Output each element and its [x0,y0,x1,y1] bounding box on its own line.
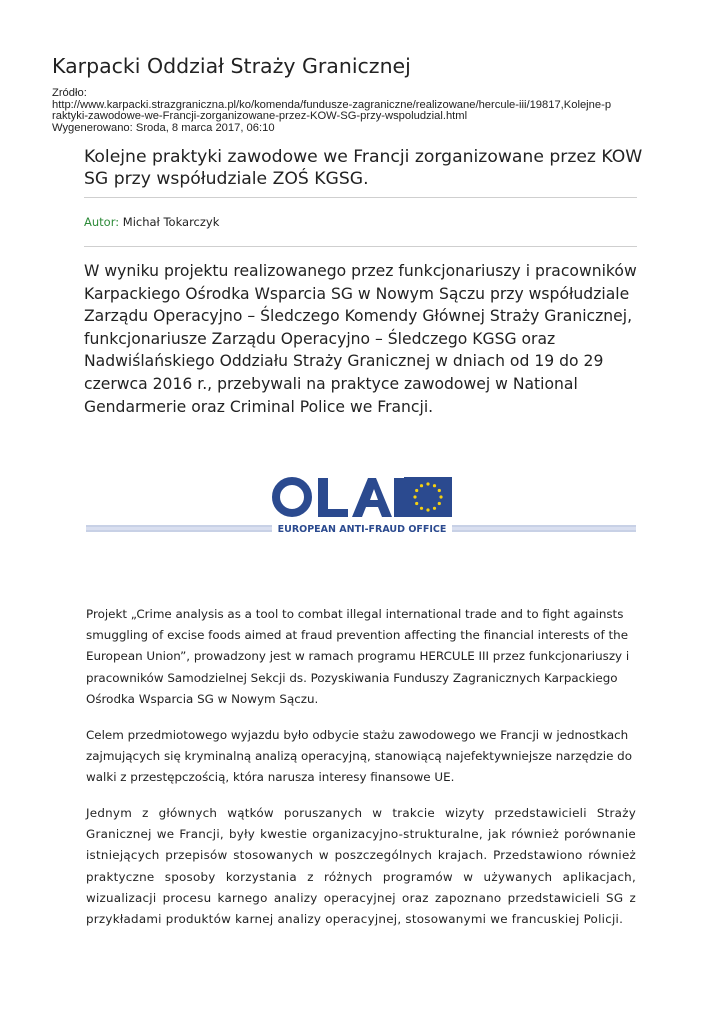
source-url-line-2[interactable]: raktyki-zawodowe-we-Francji-zorganizowane-przez-KOW-SG-przy-wspoludzial.html [52,111,468,123]
source-url-line-1[interactable]: http://www.karpacki.strazgraniczna.pl/ko/komenda/fundusze-zagraniczne/realizowane/hercule-iii/19817,Kolejne-p [52,99,612,111]
author-name: Michał Tokarczyk [122,215,220,229]
divider-bottom [84,246,637,247]
olaf-logo-graphic [86,470,636,540]
divider-top [84,197,637,198]
article-title: Kolejne praktyki zawodowe we Francji zorganizowane przez KOW SG przy współudziale ZOŚ KGSG. [84,147,643,189]
paragraph-3: Jednym z głównych wątków poruszanych w trakcie wizyty przedstawicieli Straży Granicznej we Francji, były kwestie organizacyjno-strukturalne, jak również porównanie istniejących przepisów stosowanych w poszczególnych krajach. Przedstawiono również praktyczne sposoby korzystania z różnych programów w używanych aplikacjach, wizualizacji procesu karnego analizy operacyjnej oraz zapoznano przedstawicieli SG z przykładami produktów karnej analizy operacyjnej, stosowanymi we francuskiej Policji. [86,806,636,927]
olaf-subtitle: EUROPEAN ANTI-FRAUD OFFICE [277,524,447,535]
paragraph-2: Celem przedmiotowego wyjazdu było odbycie stażu zawodowego we Francji w jednostkach zajmujących się kryminalną analizą operacyjną, stanowiącą najefektywniejsze narzędzie do walki z przestępczością, która narusza interesy finansowe UE. [86,728,632,785]
paragraph-1: Projekt „Crime analysis as a tool to combat illegal international trade and to fight againsts smuggling of excise foods aimed at fraud prevention affecting the financial interests of the European Union”, prowadzony jest w ramach programu HERCULE III przez funkcjonariuszy i pracowników Samodzielnej Sekcji ds. Pozyskiwania Funduszy Zagranicznych Karpackiego Ośrodka Wsparcia SG w Nowym Sączu. [86,607,630,706]
source-label: Źródło: [52,88,87,99]
generated-timestamp: Wygenerowano: Środa, 8 marca 2017, 06:10 [52,122,275,134]
site-title: Karpacki Oddział Straży Granicznej [52,54,411,78]
author-label: Autor: [84,215,120,229]
article-lead: W wyniku projektu realizowanego przez funkcjonariuszy i pracowników Karpackiego Ośrodka Wsparcia SG w Nowym Sączu przy współudziale Zarządu Operacyjno – Śledczego Komendy Głównej Straży Granicznej, funkcjonariusze Zarządu Operacyjno – Śledczego KGSG oraz Nadwiślańskiego Oddziału Straży Granicznej w dniach od 19 do 29 czerwca 2016 r., przebywali na praktyce zawodowej w National Gendarmerie oraz Criminal Police we Francji. [84,262,637,416]
author-line [84,215,219,229]
source-meta [52,88,692,134]
olaf-logo [86,470,636,540]
